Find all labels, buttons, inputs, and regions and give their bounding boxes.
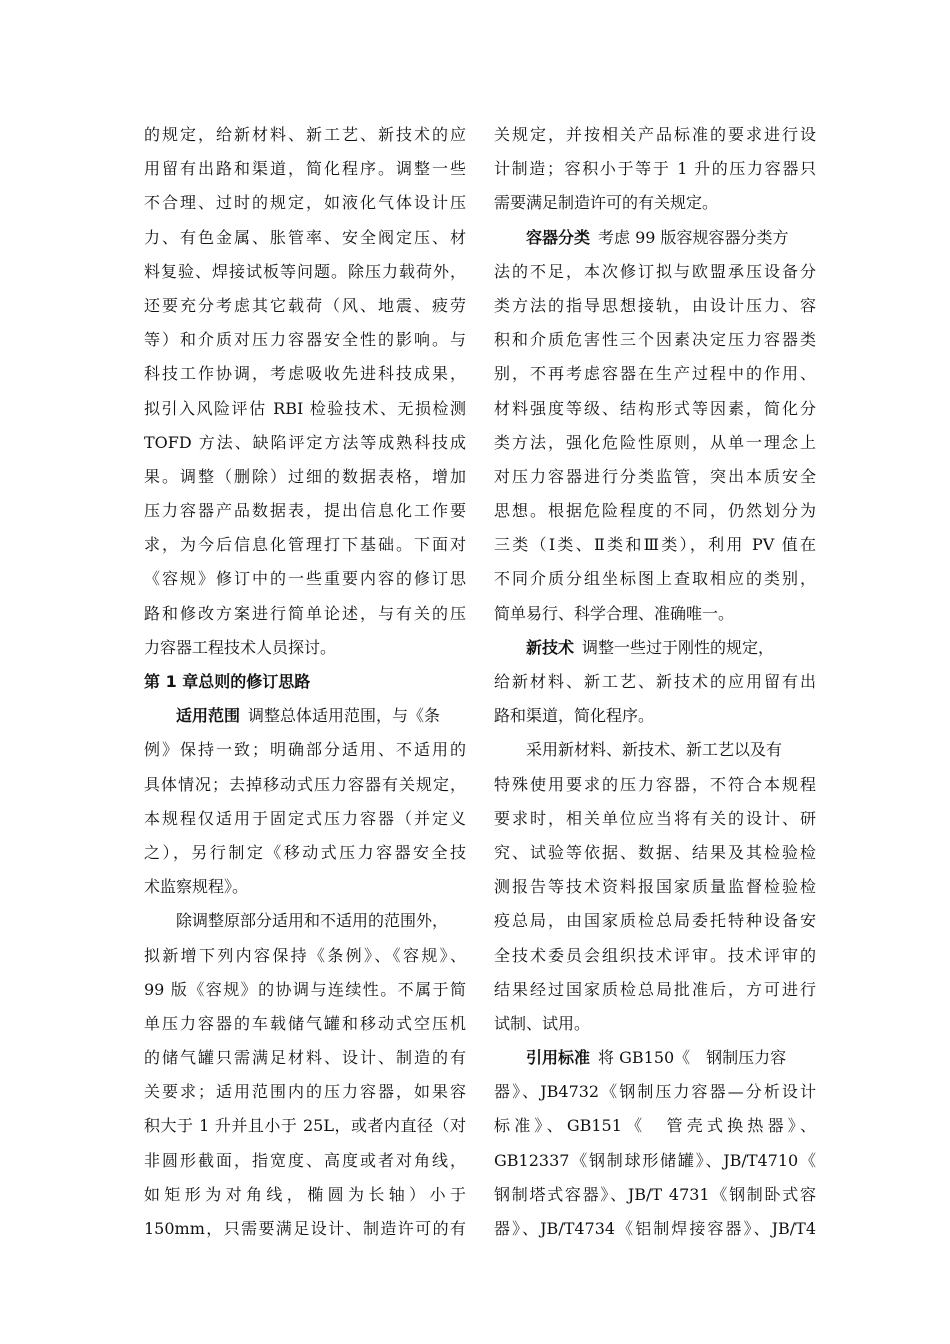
text-line: 疫总局，由国家质检总局委托特种设备安	[494, 911, 816, 931]
new-tech-term: 新技术	[526, 637, 575, 657]
text-line: 路和修改方案进行简单论述，与有关的压	[144, 603, 466, 623]
text-line: 需要满足制造许可的有关规定。	[494, 193, 719, 213]
text-line: 试制、试用。	[494, 1013, 591, 1033]
text-line: 150mm，只需要满足设计、制造许可的有	[144, 1219, 466, 1238]
text-line: 全技术委员会组织技术评审。技术评审的	[494, 945, 816, 965]
scope-paragraph	[144, 699, 466, 904]
text-line: 对压力容器进行分类监管，突出本质安全	[494, 466, 816, 486]
new-tech-paragraph	[494, 631, 816, 734]
text-line: GB12337《钢制球形储罐》、JB/T4710《	[494, 1150, 816, 1170]
intro-paragraph	[144, 118, 466, 665]
classification-first-text: 考虑 99 版容规容器分类方	[598, 227, 789, 247]
text-line: 类方法的指导思想接轨，由设计压力、容	[494, 295, 816, 315]
text-line: 积大于 1 升并且小于 25L，或者内直径（对	[144, 1116, 466, 1136]
text-line: 如矩形为对角线，椭圆为长轴）小于	[144, 1184, 466, 1204]
text-line: 术监察规程》。	[144, 877, 249, 897]
text-line: 别，不再考虑容器在生产过程中的作用、	[494, 364, 816, 384]
text-line: 用留有出路和渠道，简化程序。调整一些	[144, 159, 466, 179]
text-line: 具体情况；去掉移动式压力容器有关规定，	[144, 774, 466, 794]
text-line: 等）和介质对压力容器安全性的影响。与	[144, 330, 466, 350]
text-line: 单压力容器的车载储气罐和移动式空压机	[144, 1013, 466, 1033]
text-line: 例》保持一致；明确部分适用、不适用的	[144, 740, 466, 760]
text-line: 材料强度等级、结构形式等因素，简化分	[494, 398, 816, 418]
text-line: 的规定，给新材料、新工艺、新技术的应	[144, 125, 466, 144]
text-line: 关要求；适用范围内的压力容器，如果容	[144, 1082, 466, 1102]
text-line	[494, 1041, 816, 1075]
new-tech-first-text: 调整一些过于刚性的规定，	[582, 637, 775, 657]
text-line: 求，为今后信息化管理打下基础。下面对	[144, 535, 466, 555]
text-line: 简单易行、科学合理、准确唯一。	[494, 603, 735, 623]
text-line: TOFD 方法、缺陷评定方法等成熟科技成	[144, 432, 466, 452]
text-line: 科技工作协调，考虑吸收先进科技成果，	[144, 364, 466, 384]
exception-paragraph	[144, 904, 466, 1246]
text-line: 本规程仅适用于固定式压力容器（并定义	[144, 808, 466, 828]
continuation-paragraph	[494, 118, 816, 221]
text-line: 计制造；容积小于等于 1 升的压力容器只	[494, 159, 816, 179]
text-line: 力、有色金属、胀管率、安全阀定压、材	[144, 227, 466, 247]
text-line: 拟引入风险评估 RBI 检验技术、无损检测	[144, 398, 466, 418]
classification-paragraph	[494, 221, 816, 631]
text-line: 《容规》修订中的一些重要内容的修订思	[144, 569, 466, 589]
text-line: 积和介质危害性三个因素决定压力容器类	[494, 330, 816, 350]
text-line: 结果经过国家质检总局批准后，方可进行	[494, 979, 816, 999]
text-line: 要求时，相关单位应当将有关的设计、研	[494, 808, 816, 828]
text-line: 关规定，并按相关产品标准的要求进行设	[494, 125, 816, 144]
standards-term: 引用标准	[526, 1048, 591, 1068]
text-line: 究、试验等依据、数据、结果及其检验检	[494, 842, 816, 862]
text-line: 测报告等技术资料报国家质量监督检验检	[494, 877, 816, 897]
text-line: 的储气罐只需满足材料、设计、制造的有	[144, 1048, 466, 1068]
text-line: 料复验、焊接试板等问题。除压力载荷外，	[144, 261, 466, 281]
text-line: 器》、JB/T4734《铝制焊接容器》、JB/T4	[494, 1219, 816, 1238]
classification-term: 容器分类	[526, 227, 591, 247]
text-line: 还要充分考虑其它载荷（风、地震、疲劳	[144, 295, 466, 315]
text-line: 除调整原部分适用和不适用的范围外，	[176, 911, 449, 931]
standards-paragraph	[494, 1041, 816, 1246]
text-line: 非圆形截面，指宽度、高度或者对角线，	[144, 1150, 466, 1170]
chapter-heading: 第 1 章总则的修订思路	[144, 672, 311, 691]
text-line: 不合理、过时的规定，如液化气体设计压	[144, 193, 466, 213]
text-line: 钢制塔式容器》、JB/T 4731《钢制卧式容	[494, 1184, 816, 1204]
text-line: 器》、JB4732《钢制压力容器—分析设计	[494, 1082, 816, 1102]
text-line	[494, 221, 816, 255]
scope-first-text: 调整总体适用范围，与《条	[248, 706, 441, 726]
text-line: 标准》、GB151《 管壳式换热器》、	[494, 1116, 816, 1136]
right-column	[494, 118, 816, 1246]
left-column	[144, 118, 466, 1246]
text-line: 路和渠道，简化程序。	[494, 706, 655, 726]
standards-first-text: 将 GB150《 钢制压力容	[598, 1048, 787, 1068]
text-line: 法的不足，本次修订拟与欧盟承压设备分	[494, 261, 816, 281]
text-line: 三类（Ⅰ类、Ⅱ类和Ⅲ类），利用 PV 值在	[494, 535, 816, 555]
adoption-paragraph	[494, 733, 816, 1041]
text-line: 之），另行制定《移动式压力容器安全技	[144, 842, 466, 862]
text-line: 给新材料、新工艺、新技术的应用留有出	[494, 672, 816, 691]
text-line	[144, 699, 466, 733]
text-line	[494, 631, 816, 665]
text-line: 力容器工程技术人员探讨。	[144, 637, 337, 657]
text-line: 不同介质分组坐标图上查取相应的类别，	[494, 569, 816, 589]
text-line: 压力容器产品数据表，提出信息化工作要	[144, 501, 466, 521]
text-line: 果。调整（删除）过细的数据表格，增加	[144, 466, 466, 486]
text-line: 类方法，强化危险性原则，从单一理念上	[494, 432, 816, 452]
scope-term: 适用范围	[176, 706, 241, 726]
text-line: 拟新增下列内容保持《条例》、《容规》、	[144, 945, 466, 965]
text-line: 特殊使用要求的压力容器，不符合本规程	[494, 774, 816, 794]
text-line: 思想。根据危险程度的不同，仍然划分为	[494, 501, 816, 521]
text-line: 99 版《容规》的协调与连续性。不属于简	[144, 979, 466, 999]
text-line: 采用新材料、新技术、新工艺以及有	[526, 740, 783, 760]
